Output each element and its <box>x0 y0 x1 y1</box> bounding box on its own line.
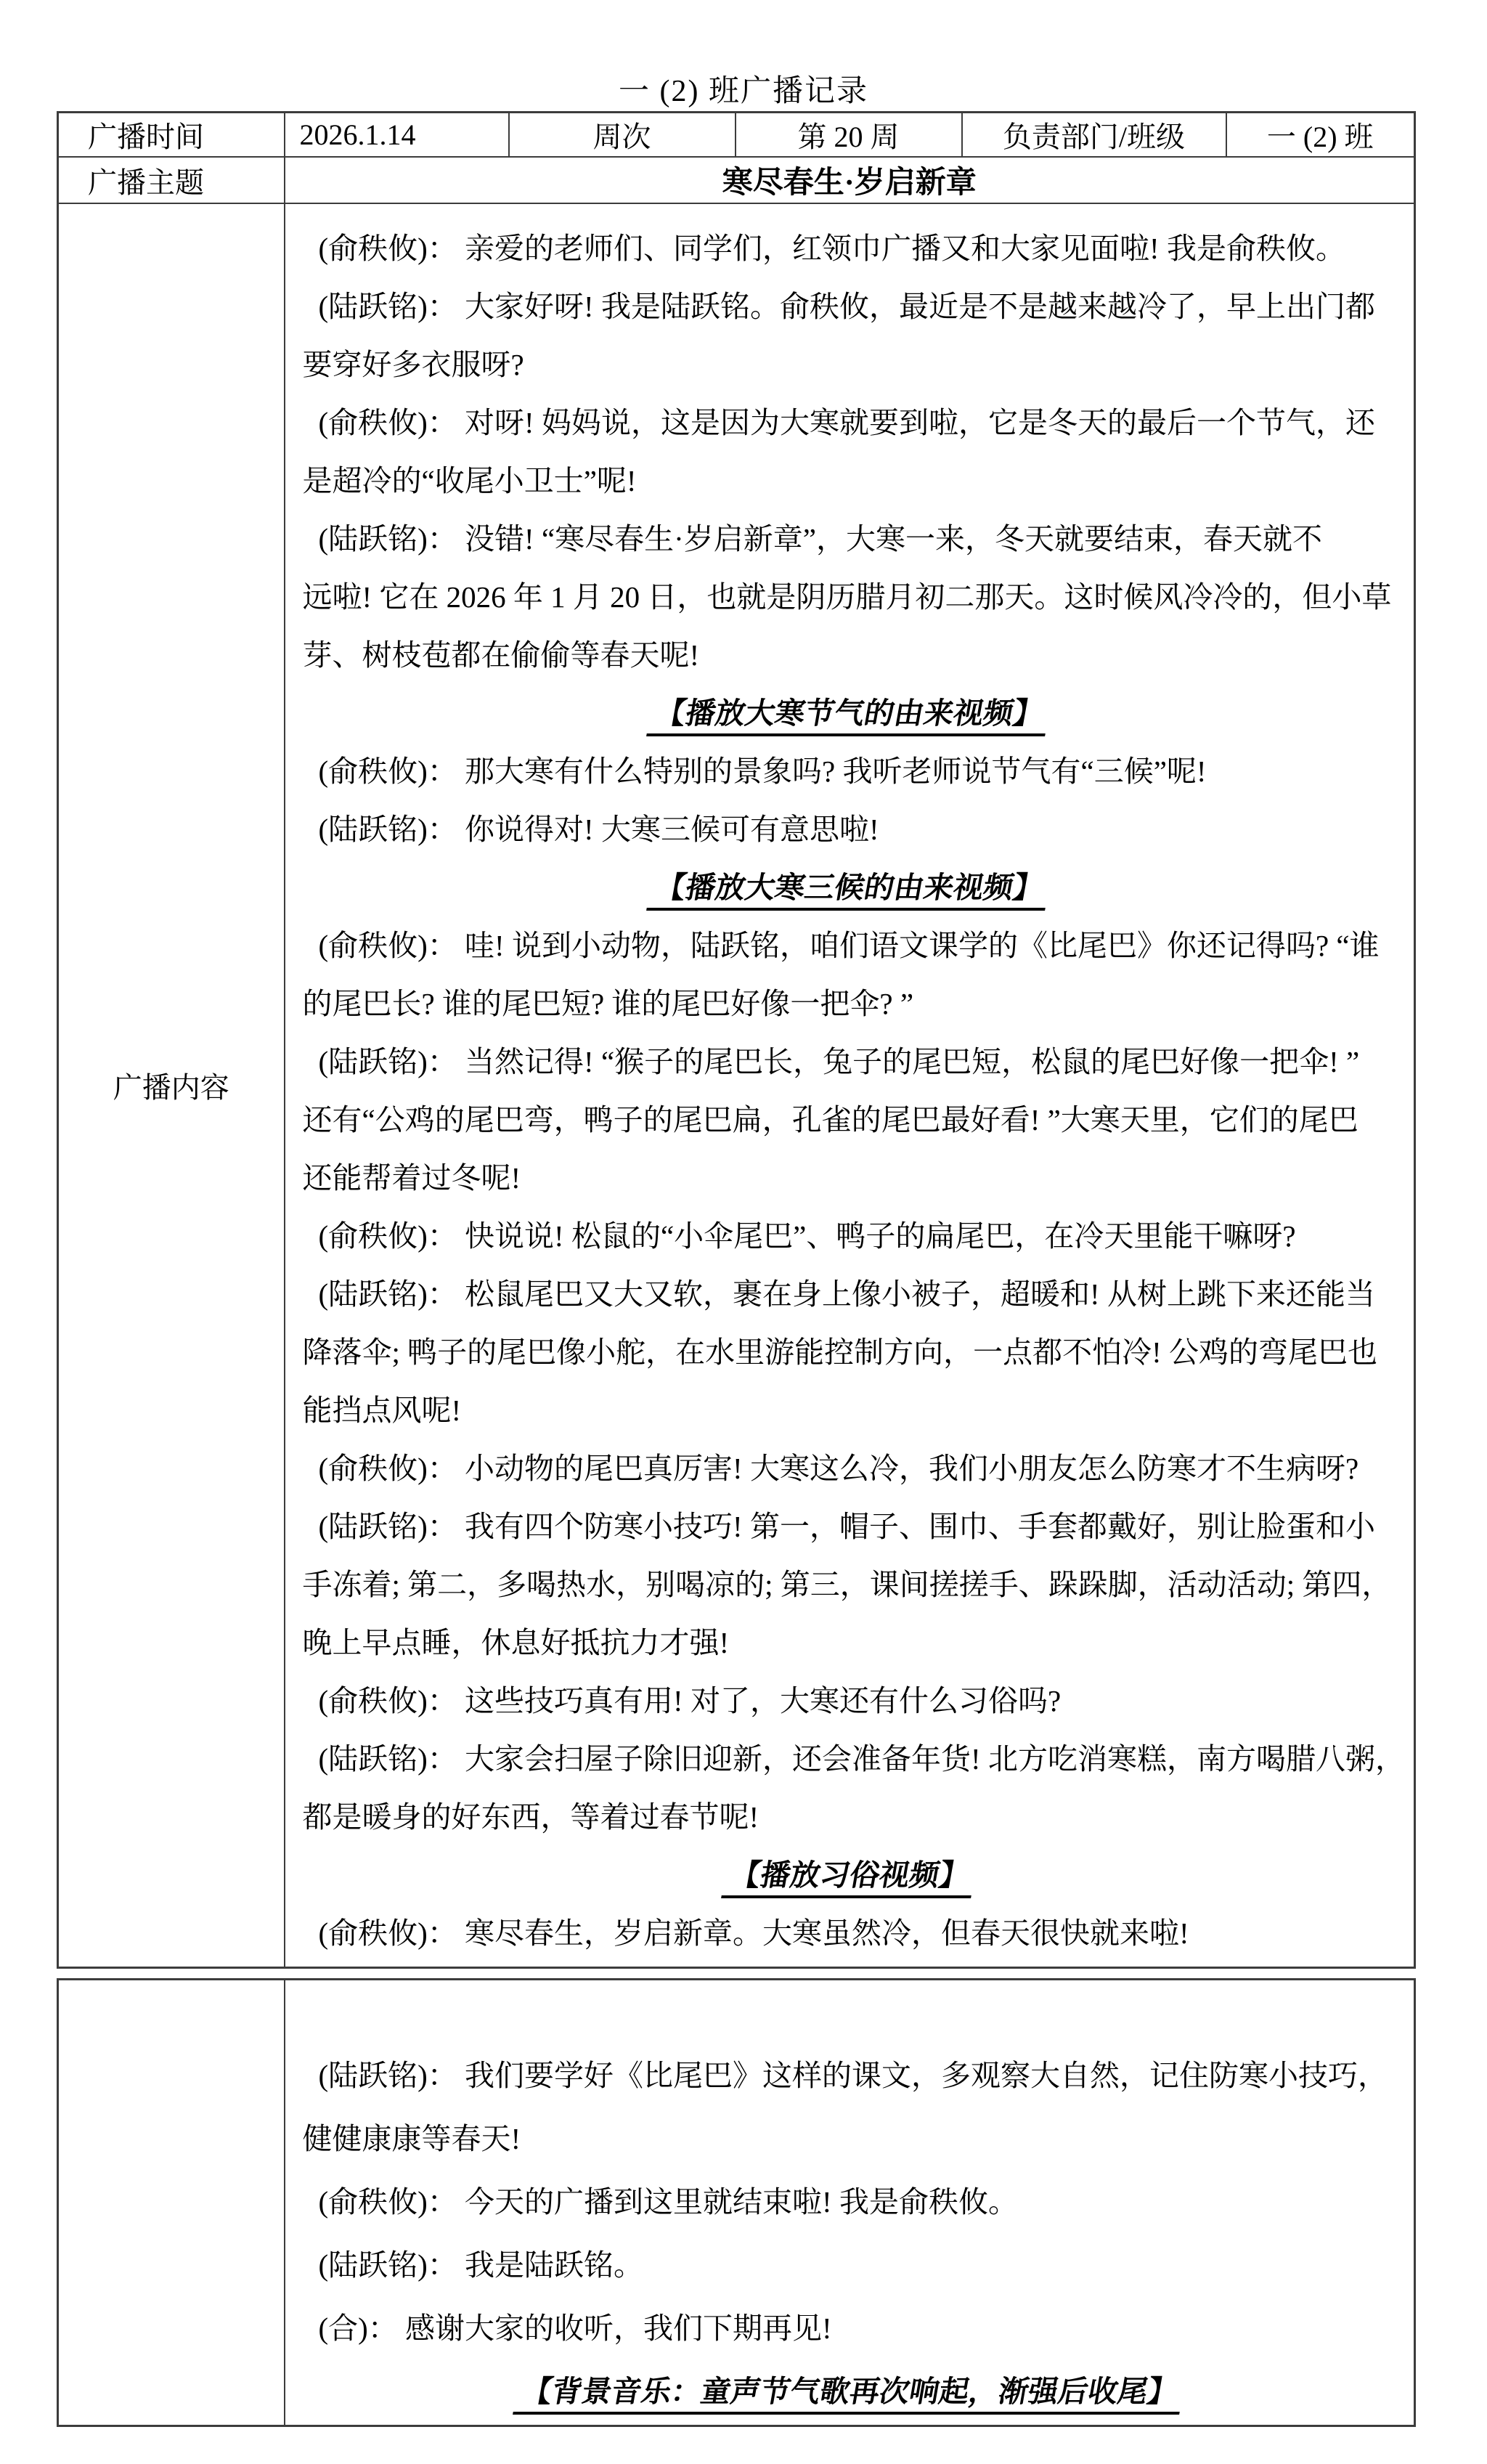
dialogue-line: (俞秩攸)： 那大寒有什么特别的景象吗? 我听老师说节气有“三候”呢! <box>318 754 1207 788</box>
video-cue-text: 【播放大寒三候的由来视频】 <box>646 870 1052 911</box>
dialogue-line: (陆跃铭)： 你说得对! 大寒三候可有意思啦! <box>318 812 879 846</box>
video-cue-text: 【播放习俗视频】 <box>721 1858 978 1898</box>
continuation-row <box>58 1980 1415 2426</box>
dialogue-line: 降落伞; 鸭子的尾巴像小舵，在水里游能控制方向，一点都不怕冷! 公鸡的弯尾巴也 <box>302 1335 1378 1369</box>
dialogue-line: (陆跃铭)： 大家好呀! 我是陆跃铭。俞秩攸，最近是不是越来越冷了，早上出门都 <box>318 289 1375 323</box>
week-label: 周次 <box>509 113 736 158</box>
video-cue-text: 【播放大寒节气的由来视频】 <box>646 696 1052 736</box>
dialogue-line: (俞秩攸)： 哇! 说到小动物，陆跃铭，咱们语文课学的《比尾巴》你还记得吗? “谁 <box>318 928 1380 962</box>
dialogue-line: 手冻着; 第二，多喝热水，别喝凉的; 第三，课间搓搓手、跺跺脚，活动活动; 第四， <box>302 1567 1392 1601</box>
dialogue-line: (陆跃铭)： 我有四个防寒小技巧! 第一，帽子、围巾、手套都戴好，别让脸蛋和小 <box>318 1509 1375 1543</box>
department-label: 负责部门/班级 <box>962 113 1226 158</box>
dialogue-line: (俞秩攸)： 对呀! 妈妈说，这是因为大寒就要到啦，它是冬天的最后一个节气，还 <box>318 405 1375 439</box>
broadcast-record-continuation-table <box>57 1978 1416 2427</box>
dialogue-line: 远啦! 它在 2026 年 1 月 20 日，也就是阴历腊月初二那天。这时候风冷冷的，但小草 <box>302 580 1392 614</box>
music-cue-text: 【背景音乐：童声节气歌再次响起，渐强后收尾】 <box>513 2374 1186 2415</box>
dialogue-line: (俞秩攸)： 今天的广播到这里就结束啦! 我是俞秩攸。 <box>318 2185 1018 2219</box>
dialogue-line: 要穿好多衣服呀? <box>302 347 524 381</box>
dialogue-line: (俞秩攸)： 小动物的尾巴真厉害! 大寒这么冷，我们小朋友怎么防寒才不生病呀? <box>318 1451 1359 1485</box>
dialogue-line: (陆跃铭)： 我们要学好《比尾巴》这样的课文，多观察大自然，记住防寒小技巧， <box>318 2059 1388 2092</box>
page-title: 一 (2) 班广播记录 <box>619 75 868 108</box>
dialogue-line: 都是暖身的好东西，等着过春节呢! <box>302 1800 759 1834</box>
continuation-content-cell <box>285 1980 1415 2426</box>
dialogue-line: 芽、树枝苞都在偷偷等春天呢! <box>302 638 700 672</box>
dialogue-line: 是超冷的“收尾小卫士”呢! <box>302 463 637 497</box>
content-row <box>58 203 1415 1968</box>
dialogue-line: 晚上早点睡，休息好抵抗力才强! <box>302 1625 730 1659</box>
broadcast-record-table <box>57 111 1416 1969</box>
dialogue-line: (合)： 感谢大家的收听，我们下期再见! <box>318 2311 832 2345</box>
video-cue-line <box>296 858 1404 916</box>
week-value: 第 20 周 <box>736 113 962 158</box>
content-cell <box>285 203 1415 1968</box>
content-label: 广播内容 <box>58 203 285 1968</box>
dialogue-line: 还能帮着过冬呢! <box>302 1160 521 1195</box>
dialogue-line: 还有“公鸡的尾巴弯，鸭子的尾巴扁，孔雀的尾巴最好看! ”大寒天里，它们的尾巴 <box>302 1102 1358 1137</box>
dialogue-line: (俞秩攸)： 快说说! 松鼠的“小伞尾巴”、鸭子的扁尾巴，在冷天里能干嘛呀? <box>318 1219 1296 1253</box>
dialogue-line: (陆跃铭)： 松鼠尾巴又大又软，裹在身上像小被子，超暖和! 从树上跳下来还能当 <box>318 1277 1375 1311</box>
music-cue-line <box>296 2360 1404 2423</box>
dialogue-line: (陆跃铭)： 没错! “寒尽春生·岁启新章”，大寒一来，冬天就要结束，春天就不 <box>318 521 1323 556</box>
video-cue-line <box>296 1846 1404 1904</box>
broadcast-time-value: 2026.1.14 <box>285 113 509 158</box>
info-row <box>58 113 1415 158</box>
dialogue-line: 的尾巴长? 谁的尾巴短? 谁的尾巴好像一把伞? ” <box>302 986 914 1020</box>
dialogue-line: (陆跃铭)： 当然记得! “猴子的尾巴长，兔子的尾巴短，松鼠的尾巴好像一把伞! ” <box>318 1044 1360 1078</box>
dialogue-line: (俞秩攸)： 这些技巧真有用! 对了，大寒还有什么习俗吗? <box>318 1683 1062 1717</box>
dialogue-line: (俞秩攸)： 亲爱的老师们、同学们，红领巾广播又和大家见面啦! 我是俞秩攸。 <box>318 231 1345 265</box>
video-cue-line <box>296 684 1404 742</box>
dialogue-line: (俞秩攸)： 寒尽春生，岁启新章。大寒虽然冷，但春天很快就来啦! <box>318 1916 1189 1950</box>
topic-value: 寒尽春生·岁启新章 <box>285 157 1415 203</box>
dialogue-line: 健健康康等春天! <box>302 2122 521 2155</box>
continuation-empty-label-cell <box>58 1980 285 2426</box>
dialogue-line: 能挡点风呢! <box>302 1393 462 1427</box>
topic-row <box>58 157 1415 203</box>
department-value: 一 (2) 班 <box>1226 113 1415 158</box>
dialogue-line: (陆跃铭)： 我是陆跃铭。 <box>318 2248 644 2282</box>
broadcast-time-label: 广播时间 <box>58 113 285 158</box>
topic-label: 广播主题 <box>58 157 285 203</box>
dialogue-line: (陆跃铭)： 大家会扫屋子除旧迎新，还会准备年货! 北方吃消寒糕，南方喝腊八粥， <box>318 1741 1405 1776</box>
